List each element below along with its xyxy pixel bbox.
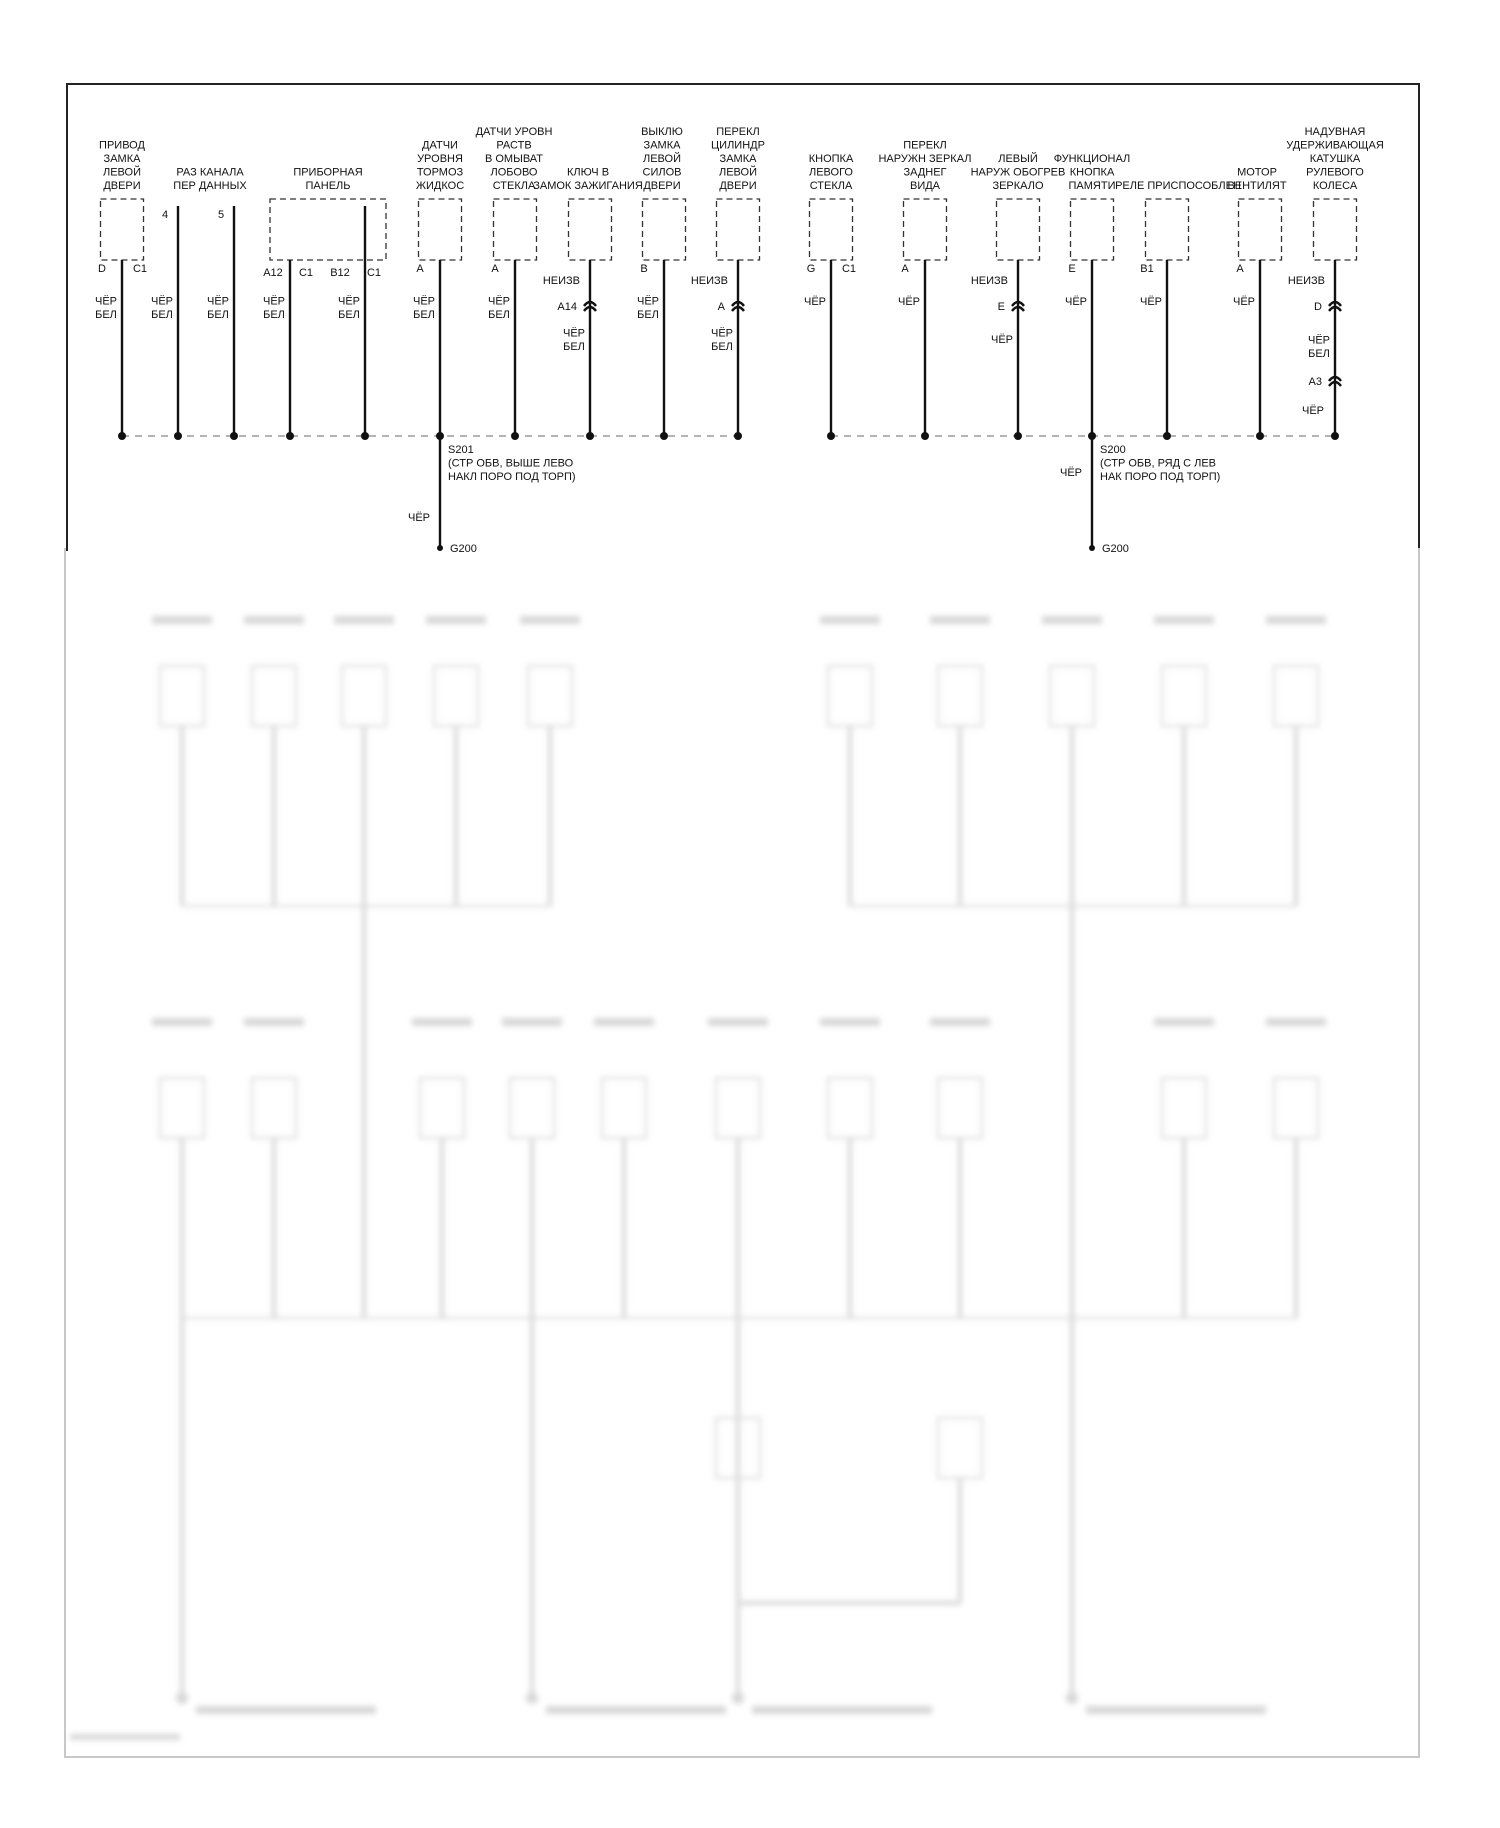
ghost-box bbox=[252, 666, 296, 726]
pin-label: B bbox=[640, 263, 648, 275]
component-label: КНОПКА bbox=[808, 153, 854, 165]
wire-color-label: БЕЛ bbox=[637, 309, 659, 321]
ghost-label bbox=[820, 616, 880, 624]
ghost-label bbox=[196, 1706, 376, 1714]
splice-label: (СТР ОБВ, РЯД С ЛЕВ bbox=[1100, 457, 1217, 470]
component-label: ВЫКЛЮ bbox=[641, 126, 683, 138]
component-label: РАЗ КАНАЛА bbox=[176, 166, 244, 179]
right-ground-group bbox=[804, 126, 1384, 555]
pin-label: 5 bbox=[217, 209, 225, 221]
ghost-label bbox=[594, 1018, 654, 1026]
wire-color-label: ЧЁР bbox=[990, 334, 1014, 346]
connector-pin-label: A3 bbox=[1308, 376, 1322, 388]
connector-pin-label: E bbox=[997, 301, 1005, 313]
component-label: УРОВНЯ bbox=[417, 153, 463, 165]
splice-node bbox=[174, 432, 182, 440]
connector-pin-label: D bbox=[1314, 301, 1322, 313]
component-box bbox=[1146, 199, 1189, 260]
ghost-label bbox=[930, 1018, 990, 1026]
component-label: НАДУВНАЯ bbox=[1304, 126, 1366, 138]
ghost-label bbox=[152, 1018, 212, 1026]
splice-node bbox=[586, 432, 594, 440]
component-box bbox=[1071, 199, 1114, 260]
component-label: ЗЕРКАЛО bbox=[992, 180, 1044, 192]
component-label: ЛЕВОЙ bbox=[719, 166, 757, 179]
ghost-box bbox=[938, 1078, 982, 1138]
wire-color-label: БЕЛ bbox=[151, 309, 173, 321]
ghost-box bbox=[420, 1078, 464, 1138]
component-label: ТОРМОЗ bbox=[416, 166, 464, 179]
ghost-box bbox=[1274, 666, 1318, 726]
component-label: В ОМЫВАТ bbox=[484, 153, 544, 165]
component-label: ВИДА bbox=[909, 180, 941, 192]
ghost-box bbox=[510, 1078, 554, 1138]
pin-label: C1 bbox=[298, 267, 314, 279]
pin-label: E bbox=[1068, 263, 1076, 275]
wire-color-label: БЕЛ bbox=[338, 309, 360, 321]
wire-color-label: ЧЁР bbox=[337, 295, 361, 308]
component-box bbox=[997, 199, 1040, 260]
component-box bbox=[643, 199, 686, 260]
ghost-label bbox=[1266, 1018, 1326, 1026]
wire-color-label: НЕИЗВ bbox=[970, 275, 1008, 287]
wire-color-label: БЕЛ bbox=[563, 341, 585, 353]
ghost-label bbox=[502, 1018, 562, 1026]
component-label: ЗАДНЕГ bbox=[903, 166, 947, 179]
ghost-box bbox=[160, 1078, 204, 1138]
ghost-label bbox=[334, 616, 394, 624]
ghost-label bbox=[930, 616, 990, 624]
wire-color-label: ЧЁР bbox=[710, 327, 734, 340]
wire-color-label: ЧЁР bbox=[1307, 334, 1331, 347]
left-ground-group bbox=[95, 126, 765, 555]
ghost-node bbox=[528, 1694, 536, 1702]
wire-color-label: ЧЁР bbox=[1064, 296, 1088, 308]
ghost-label bbox=[1154, 616, 1214, 624]
ghost-box bbox=[602, 1078, 646, 1138]
component-box bbox=[1314, 199, 1357, 260]
wire-color-label: БЕЛ bbox=[1308, 348, 1330, 360]
component-label: СИЛОВ bbox=[642, 166, 682, 179]
wire-color-label: БЕЛ bbox=[488, 309, 510, 321]
component-label: НАРУЖ ОБОГРЕВ bbox=[970, 166, 1066, 179]
pin-label: A bbox=[491, 263, 499, 275]
ghost-label bbox=[520, 616, 580, 624]
wire-color-label: НЕИЗВ bbox=[690, 275, 728, 287]
wire-color-label: БЕЛ bbox=[95, 309, 117, 321]
component-label: ЛЕВЫЙ bbox=[998, 153, 1038, 165]
ghost-box bbox=[1274, 1078, 1318, 1138]
ghost-label bbox=[70, 1734, 180, 1740]
splice-node bbox=[827, 432, 835, 440]
connector-pin-label: A14 bbox=[557, 301, 577, 313]
wire-color-label: ЧЁР bbox=[150, 295, 174, 308]
component-label: РУЛЕВОГО bbox=[1306, 166, 1364, 179]
ground-label: G200 bbox=[450, 543, 477, 555]
ghost-label bbox=[244, 616, 304, 624]
component-box bbox=[1239, 199, 1282, 260]
pin-label: G bbox=[806, 263, 816, 275]
splice-node bbox=[921, 432, 929, 440]
wire-color-label: ЧЁР bbox=[1139, 296, 1163, 308]
component-label: ЗАМКА bbox=[643, 139, 681, 152]
component-label: ПЕРЕКЛ bbox=[716, 126, 760, 138]
pin-label: A bbox=[1236, 263, 1244, 275]
component-label: ЖИДКОС bbox=[415, 180, 465, 192]
component-box bbox=[270, 199, 386, 260]
component-label: ЛЕВОГО bbox=[809, 166, 853, 179]
ghost-label bbox=[752, 1706, 932, 1714]
component-label: КАТУШКА bbox=[1309, 153, 1361, 165]
component-box bbox=[904, 199, 947, 260]
splice-node bbox=[660, 432, 668, 440]
pin-label: 4 bbox=[161, 209, 169, 221]
wire-color-label: ЧЁР bbox=[562, 327, 586, 340]
splice-label: S201 bbox=[448, 444, 474, 456]
component-label: ДВЕРИ bbox=[719, 180, 757, 192]
ghost-box bbox=[828, 666, 872, 726]
splice-label: (СТР ОБВ, ВЫШЕ ЛЕВО bbox=[448, 457, 574, 470]
component-label: РАСТВ bbox=[496, 139, 532, 152]
pin-label: A12 bbox=[263, 267, 283, 279]
splice-node bbox=[361, 432, 369, 440]
ghost-box bbox=[1162, 1078, 1206, 1138]
ghost-box bbox=[434, 666, 478, 726]
component-label: ДВЕРИ bbox=[103, 180, 141, 192]
splice-node bbox=[230, 432, 238, 440]
component-label: КЛЮЧ В bbox=[566, 166, 610, 179]
pin-label: C1 bbox=[841, 263, 857, 275]
ghost-label bbox=[1266, 616, 1326, 624]
ghost-label bbox=[244, 1018, 304, 1026]
ground-label: G200 bbox=[1102, 543, 1129, 555]
ghost-node bbox=[178, 1694, 186, 1702]
component-label: ПРИВОД bbox=[99, 139, 145, 152]
ghost-label bbox=[152, 616, 212, 624]
component-label: ЛЕВОЙ bbox=[103, 166, 141, 179]
component-label: КОЛЕСА bbox=[1312, 180, 1358, 192]
wire-color-label: ЧЁР bbox=[487, 295, 511, 308]
pin-label: B12 bbox=[330, 267, 350, 279]
ghost-box bbox=[1162, 666, 1206, 726]
wire-color-label: БЕЛ bbox=[263, 309, 285, 321]
splice-node bbox=[118, 432, 126, 440]
pin-label: C1 bbox=[366, 267, 382, 279]
component-label: ЛЕВОЙ bbox=[643, 153, 681, 165]
component-label: ЗАМОК ЗАЖИГАНИЯ bbox=[533, 180, 643, 192]
component-box bbox=[717, 199, 760, 260]
splice-label: НАКЛ ПОРО ПОД ТОРП) bbox=[448, 471, 576, 483]
component-label: КНОПКА bbox=[1069, 166, 1115, 179]
ghost-label bbox=[426, 616, 486, 624]
wire-color-label: БЕЛ bbox=[711, 341, 733, 353]
wire-color-label: ЧЁР bbox=[1232, 296, 1256, 308]
component-label: ПЕРЕКЛ bbox=[903, 139, 947, 152]
wire-color-label: ЧЁР bbox=[94, 295, 118, 308]
component-label: НАРУЖН ЗЕРКАЛ bbox=[878, 153, 972, 165]
wire-color-label: ЧЁР bbox=[1059, 467, 1082, 479]
component-box bbox=[810, 199, 853, 260]
splice-node bbox=[734, 432, 742, 440]
component-label: ЗАМКА bbox=[719, 153, 757, 165]
wire-color-label: ЧЁР bbox=[897, 296, 921, 308]
component-box bbox=[419, 199, 462, 260]
component-label: МОТОР bbox=[1237, 166, 1277, 179]
ghost-box bbox=[938, 1418, 982, 1478]
ghost-box bbox=[938, 666, 982, 726]
component-label: УДЕРЖИВАЮЩАЯ bbox=[1286, 139, 1384, 152]
component-label: ПРИБОРНАЯ bbox=[293, 166, 363, 179]
ghost-label bbox=[820, 1018, 880, 1026]
component-label: ЦИЛИНДР bbox=[711, 139, 765, 152]
component-label: СТЕКЛА bbox=[809, 180, 853, 192]
pin-label: D bbox=[98, 263, 106, 275]
ghost-box bbox=[528, 666, 572, 726]
component-label: ДАТЧИ УРОВН bbox=[475, 126, 553, 138]
splice-node bbox=[1163, 432, 1171, 440]
component-label: ПАМЯТИ bbox=[1068, 180, 1116, 192]
splice-node bbox=[1014, 432, 1022, 440]
blurred-diagram-continuation bbox=[64, 548, 1424, 1758]
wire-color-label: БЕЛ bbox=[413, 309, 435, 321]
component-label: ФУНКЦИОНАЛ bbox=[1053, 153, 1131, 165]
ghost-label bbox=[1042, 616, 1102, 624]
wire-color-label: ЧЁР bbox=[636, 295, 660, 308]
wire-color-label: ЧЁР bbox=[803, 296, 827, 308]
component-box bbox=[569, 199, 612, 260]
component-box bbox=[101, 199, 144, 260]
pin-label: B1 bbox=[1140, 263, 1154, 275]
ghost-label bbox=[708, 1018, 768, 1026]
ghost-label bbox=[412, 1018, 472, 1026]
splice-label: S200 bbox=[1100, 444, 1126, 456]
component-label: ВЕНТИЛЯТ bbox=[1227, 180, 1287, 192]
pin-label: A bbox=[416, 263, 424, 275]
ghost-box bbox=[1050, 666, 1094, 726]
ghost-box bbox=[342, 666, 386, 726]
splice-node bbox=[511, 432, 519, 440]
wire-color-label: ЧЁР bbox=[407, 512, 430, 524]
wire-color-label: ЧЁР bbox=[262, 295, 286, 308]
component-label: ЗАМКА bbox=[103, 153, 141, 165]
splice-node bbox=[1331, 432, 1339, 440]
component-label: ДВЕРИ bbox=[643, 180, 681, 192]
wire-color-label: БЕЛ bbox=[207, 309, 229, 321]
wire-color-label: ЧЁР bbox=[412, 295, 436, 308]
ghost-node bbox=[1068, 1694, 1076, 1702]
ghost-label bbox=[1086, 1706, 1266, 1714]
component-box bbox=[494, 199, 537, 260]
ghost-box bbox=[160, 666, 204, 726]
wire-color-label: НЕИЗВ bbox=[1287, 275, 1325, 287]
wire-color-label: ЧЁР bbox=[206, 295, 230, 308]
component-label: СТЕКЛА bbox=[492, 180, 536, 192]
ghost-label bbox=[546, 1706, 726, 1714]
wire-color-label: НЕИЗВ bbox=[542, 275, 580, 287]
component-label: РЕЛЕ ПРИСПОСОБЛЕН bbox=[1115, 180, 1241, 192]
ghost-box bbox=[716, 1078, 760, 1138]
component-label: ЛОБОВО bbox=[490, 166, 538, 179]
ghost-node bbox=[734, 1694, 742, 1702]
wire-color-label: ЧЁР bbox=[1301, 405, 1325, 417]
pin-label: A bbox=[901, 263, 909, 275]
component-label: ДАТЧИ bbox=[422, 139, 458, 152]
ghost-box bbox=[828, 1078, 872, 1138]
connector-pin-label: A bbox=[717, 301, 725, 313]
ghost-label bbox=[1154, 1018, 1214, 1026]
pin-label: C1 bbox=[132, 263, 148, 275]
component-label: ПАНЕЛЬ bbox=[305, 180, 351, 192]
splice-label: НАК ПОРО ПОД ТОРП) bbox=[1100, 471, 1221, 483]
component-label: ПЕР ДАННЫХ bbox=[173, 180, 247, 192]
splice-node bbox=[286, 432, 294, 440]
ghost-box bbox=[252, 1078, 296, 1138]
splice-node bbox=[1256, 432, 1264, 440]
